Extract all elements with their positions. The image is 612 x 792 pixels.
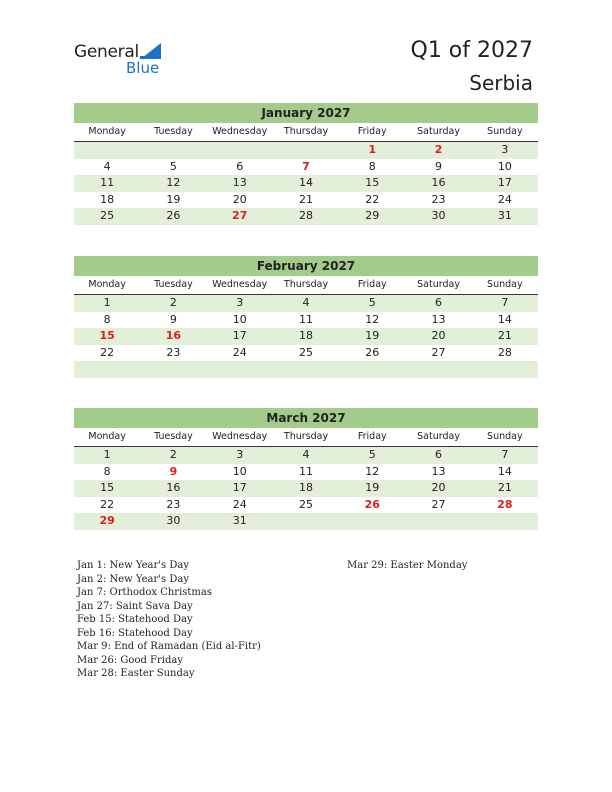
holiday-note: Mar 26: Good Friday (77, 654, 183, 666)
weekday-label: Thursday (283, 431, 329, 442)
week-row (74, 295, 538, 312)
day-cell: 12 (365, 312, 380, 326)
day-cell (207, 142, 273, 159)
day-cell: 24 (497, 192, 512, 206)
day-cell: 1 (103, 448, 111, 461)
day-cell: 15 (365, 176, 380, 190)
day-cell: 8 (103, 312, 111, 326)
day-cell: 12 (365, 464, 380, 478)
day-cell (472, 361, 538, 378)
weekday-label: Monday (88, 126, 126, 137)
day-cell: 17 (232, 481, 247, 495)
day-cell: 16 (431, 176, 446, 190)
day-cell: 24 (232, 497, 247, 511)
holiday-note: Jan 7: Orthodox Christmas (77, 587, 212, 598)
week-row (74, 480, 538, 497)
holiday-day-cell: 16 (165, 329, 182, 343)
day-cell: 14 (497, 312, 512, 326)
day-cell: 6 (236, 159, 244, 173)
week-row (74, 175, 538, 192)
holiday-day-cell: 15 (99, 329, 115, 343)
weekday-label: Wednesday (212, 126, 268, 137)
week-row (74, 192, 538, 209)
day-cell (405, 513, 471, 530)
holiday-day-cell: 2 (434, 143, 443, 156)
weekday-label: Monday (88, 431, 126, 442)
weekday-label: Saturday (417, 431, 460, 442)
day-cell (339, 513, 405, 530)
day-cell: 2 (169, 448, 177, 461)
weekday-label: Thursday (283, 279, 329, 290)
day-cell: 21 (497, 329, 512, 343)
month-title: February 2027 (74, 256, 538, 276)
day-cell: 12 (166, 176, 181, 190)
day-cell: 3 (236, 296, 244, 309)
week-row (74, 361, 538, 378)
day-cell: 20 (232, 192, 247, 206)
day-cell: 3 (501, 143, 509, 156)
weekday-label: Thursday (283, 126, 329, 137)
weekday-header-row (74, 276, 538, 295)
week-row (74, 142, 538, 159)
holiday-note: Feb 16: Statehood Day (77, 627, 193, 639)
day-cell: 18 (298, 329, 313, 343)
weekday-header-row (74, 428, 538, 447)
weekday-label: Friday (357, 431, 387, 442)
day-cell: 9 (169, 312, 177, 326)
weekday-label: Sunday (487, 279, 523, 290)
day-cell (207, 361, 273, 378)
month-calendar-january (74, 103, 538, 225)
logo-blue-text: Blue (126, 59, 160, 77)
holiday-note: Jan 27: Saint Sava Day (77, 600, 193, 612)
day-cell: 28 (298, 209, 313, 223)
page-title: Q1 of 2027 (410, 38, 533, 63)
weekday-header-row (74, 123, 538, 142)
day-cell: 27 (431, 497, 446, 511)
week-row (74, 328, 538, 345)
day-cell: 8 (368, 159, 376, 173)
day-cell: 11 (100, 176, 115, 190)
day-cell: 3 (236, 448, 244, 461)
day-cell (405, 361, 471, 378)
day-cell (273, 513, 339, 530)
logo-general-text: General (74, 42, 139, 62)
day-cell: 25 (298, 345, 313, 359)
week-row (74, 497, 538, 514)
day-cell: 19 (365, 329, 380, 343)
day-cell: 5 (368, 448, 376, 461)
holiday-note: Mar 9: End of Ramadan (Eid al-Fitr) (77, 641, 261, 652)
holiday-list-left (77, 559, 261, 681)
weekday-label: Friday (357, 126, 387, 137)
weekday-label: Sunday (487, 431, 523, 442)
day-cell: 14 (298, 176, 313, 190)
day-cell: 13 (431, 464, 446, 478)
weekday-label: Wednesday (212, 279, 268, 290)
day-cell: 11 (298, 312, 313, 326)
day-cell (273, 142, 339, 159)
weekday-label: Tuesday (154, 279, 193, 290)
day-cell: 29 (365, 209, 380, 223)
day-cell: 7 (501, 448, 509, 461)
day-cell: 19 (365, 481, 380, 495)
weekday-label: Monday (88, 279, 126, 290)
day-cell: 22 (100, 497, 115, 511)
holiday-note: Mar 29: Easter Monday (347, 560, 468, 571)
day-cell: 7 (501, 296, 509, 309)
day-cell (74, 142, 140, 159)
week-row (74, 464, 538, 481)
week-row (74, 513, 538, 530)
day-cell: 1 (103, 296, 111, 309)
day-cell: 30 (431, 209, 446, 223)
day-cell: 2 (169, 296, 177, 309)
day-cell: 26 (166, 209, 181, 223)
day-cell (140, 361, 206, 378)
holiday-day-cell: 1 (368, 143, 377, 156)
month-calendar-february (74, 256, 538, 378)
month-title: January 2027 (74, 103, 538, 123)
weekday-label: Saturday (417, 279, 460, 290)
day-cell: 4 (103, 159, 111, 173)
day-cell: 4 (302, 296, 310, 309)
day-cell: 25 (298, 497, 313, 511)
day-cell: 16 (166, 481, 181, 495)
generalblue-logo (74, 40, 174, 80)
day-cell (472, 513, 538, 530)
day-cell: 27 (431, 345, 446, 359)
day-cell: 10 (497, 159, 512, 173)
holiday-day-cell: 7 (302, 159, 310, 173)
day-cell: 14 (497, 464, 512, 478)
day-cell: 30 (166, 514, 181, 528)
day-cell: 23 (166, 497, 181, 511)
week-row (74, 159, 538, 176)
holiday-note: Mar 28: Easter Sunday (77, 668, 195, 679)
week-row (74, 447, 538, 464)
day-cell: 21 (497, 481, 512, 495)
week-row (74, 312, 538, 329)
day-cell: 4 (302, 448, 310, 461)
day-cell (339, 361, 405, 378)
weekday-label: Tuesday (154, 431, 193, 442)
week-row (74, 345, 538, 362)
day-cell (74, 361, 140, 378)
weekday-label: Tuesday (154, 126, 193, 137)
day-cell: 10 (232, 464, 247, 478)
holiday-note: Feb 15: Statehood Day (77, 614, 193, 625)
country-name: Serbia (469, 71, 533, 95)
day-cell: 20 (431, 329, 446, 343)
weekday-label: Friday (357, 279, 387, 290)
day-cell: 5 (169, 159, 177, 173)
holiday-note: Jan 2: New Year's Day (77, 573, 189, 585)
weekday-label: Wednesday (212, 431, 268, 442)
weekday-label: Sunday (487, 126, 523, 137)
day-cell: 22 (365, 192, 380, 206)
day-cell: 23 (166, 345, 181, 359)
holiday-day-cell: 26 (364, 497, 380, 511)
day-cell: 21 (298, 192, 313, 206)
day-cell: 17 (232, 329, 247, 343)
day-cell: 31 (232, 514, 247, 528)
day-cell: 6 (435, 448, 443, 461)
day-cell (140, 142, 206, 159)
day-cell: 6 (435, 296, 443, 309)
day-cell: 13 (232, 176, 247, 190)
day-cell: 11 (298, 464, 313, 478)
day-cell: 25 (100, 209, 115, 223)
day-cell: 26 (365, 345, 380, 359)
day-cell: 22 (100, 345, 115, 359)
holiday-day-cell: 27 (232, 209, 248, 223)
day-cell: 17 (497, 176, 512, 190)
holiday-note: Jan 1: New Year's Day (77, 560, 189, 571)
day-cell: 18 (298, 481, 313, 495)
day-cell: 19 (166, 192, 181, 206)
weekday-label: Saturday (417, 126, 460, 137)
day-cell: 15 (100, 481, 115, 495)
day-cell: 24 (232, 345, 247, 359)
day-cell: 23 (431, 192, 446, 206)
holiday-day-cell: 9 (169, 464, 178, 478)
day-cell (273, 361, 339, 378)
month-calendar-march (74, 408, 538, 530)
day-cell: 31 (497, 209, 512, 223)
holiday-day-cell: 29 (99, 514, 115, 528)
day-cell: 28 (497, 345, 512, 359)
week-row (74, 208, 538, 225)
holiday-list-right (347, 559, 467, 573)
day-cell: 18 (100, 192, 115, 206)
day-cell: 5 (368, 296, 376, 309)
day-cell: 20 (431, 481, 446, 495)
day-cell: 9 (435, 159, 443, 173)
month-title: March 2027 (74, 408, 538, 428)
day-cell: 8 (103, 464, 111, 478)
day-cell: 13 (431, 312, 446, 326)
day-cell: 10 (232, 312, 247, 326)
holiday-day-cell: 28 (497, 497, 513, 511)
